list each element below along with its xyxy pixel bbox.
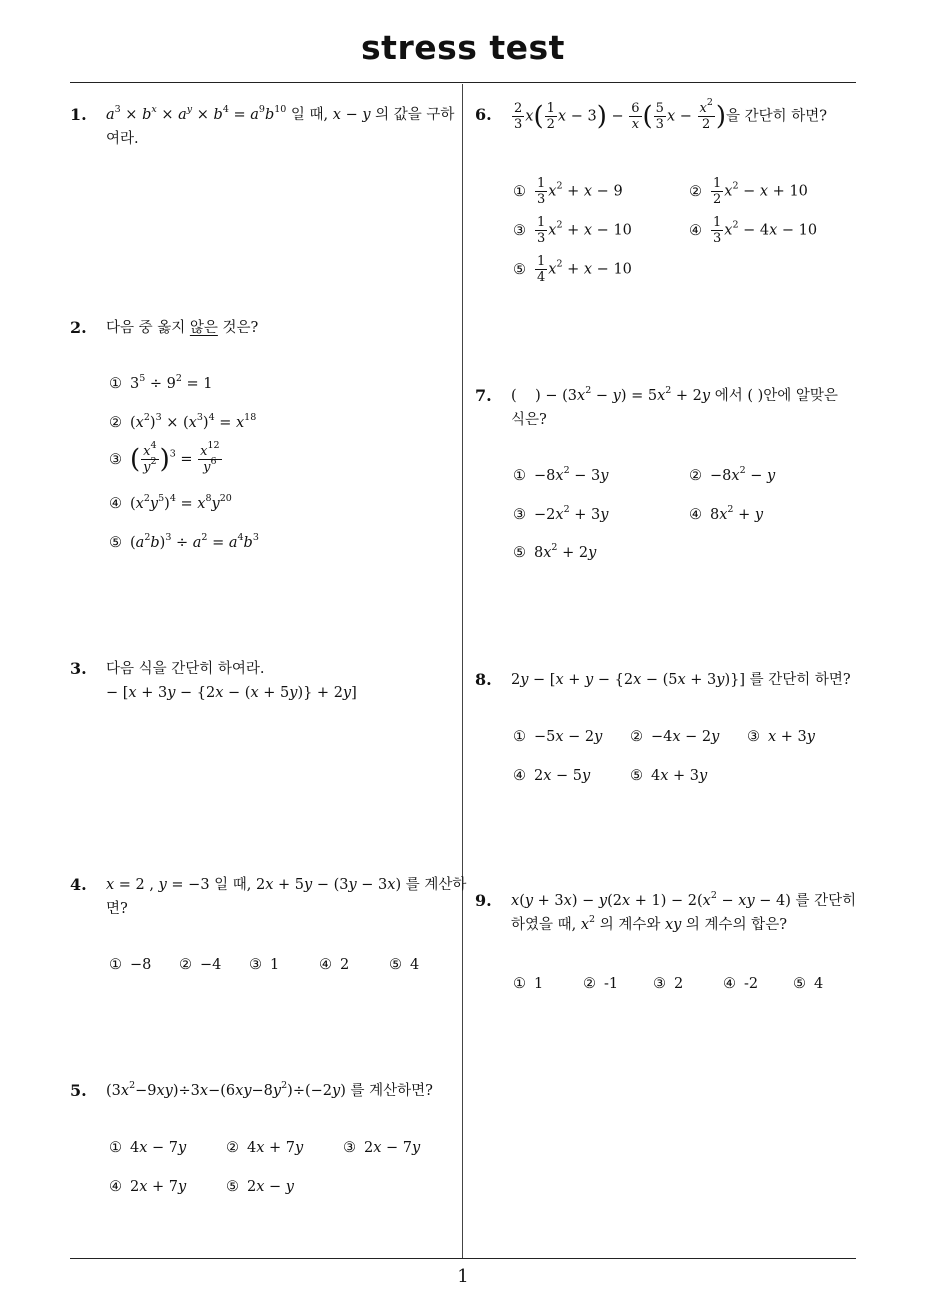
option: ④ 2x − 5y [513, 768, 591, 784]
question-text: 다음 식을 간단히 하여라. − [x + 3y − {2x − (x + 5y)} + 2y] [106, 661, 357, 701]
option: ④ 2x + 7y [109, 1179, 187, 1195]
option: ② $\frac{1}{2}$ $x^2 - x + 10$ [689, 176, 808, 207]
option: ③ $\frac{1}{3}$ $x^2 + x - 10$ [513, 215, 632, 246]
question-number: 6. [475, 105, 492, 124]
option: ⑤ 4 [389, 957, 420, 973]
option: ② 4x + 7y [226, 1140, 304, 1156]
question-text: 다음 중 옳지 않은 것은? [106, 320, 259, 336]
option: ② $-8x^2 - y$ [689, 465, 776, 484]
question-text: x = 2 , y = −3 일 때, 2x + 5y − (3y − 3x) 를 계산하 면? [106, 877, 467, 917]
option: ④ $(x^2y^5)^4 = x^8y^{20}$ [109, 493, 232, 512]
question-text: $\frac{2}{3}$ x( $\frac{1}{2}$ x − 3) − $\frac{6}{x}$ ( $\frac{5}{3}$ x − $\frac{x^2}{2}$ )을 간단히 하면? [514, 97, 828, 132]
option: ⑤ 4 [793, 976, 824, 992]
page-title: stress test [361, 28, 565, 67]
option: ② $(x^2)^3 \times (x^3)^4 = x^{18}$ [109, 412, 257, 431]
question-number: 1. [70, 105, 87, 124]
emphasis-underline: 않은 [189, 320, 218, 336]
option: ① 4x − 7y [109, 1140, 187, 1156]
option: ④ 2 [319, 957, 350, 973]
option: ⑤ $\frac{1}{4}$ $x^2 + x - 10$ [513, 254, 632, 285]
option: ⑤ 2x − y [226, 1179, 294, 1195]
option: ① −5x − 2y [513, 729, 603, 745]
option: ① 1 [513, 976, 544, 992]
question-number: 5. [70, 1081, 87, 1100]
question-text: 2y − [x + y − {2x − (5x + 3y)}] 를 간단히 하면? [511, 672, 851, 688]
option: ① −8 [109, 957, 152, 973]
option: ④ $\frac{1}{3}$ $x^2 - 4x - 10$ [689, 215, 818, 246]
option: ② -1 [583, 976, 619, 992]
question-text: $(3x^2-9xy)\div 3x-(6xy-8y^2)\div(-2y)$ 를 계산하면? [106, 1080, 433, 1099]
question-number: 7. [475, 386, 492, 405]
footer-rule [70, 1258, 856, 1259]
option: ① $3^5 \div 9^2 = 1$ [109, 373, 213, 392]
option: ① $\frac{1}{3}$ $x^2 + x - 9$ [513, 176, 623, 207]
option: ⑤ 4x + 3y [630, 768, 708, 784]
question-text: $x(y + 3x) - y(2x + 1) - 2(x^2$ − xy − 4) 를 간단히 하였을 때, $x^2$ 의 계수와 xy 의 계수의 합은? [511, 890, 857, 933]
option: ③ 2 [653, 976, 684, 992]
option: ④ -2 [723, 976, 759, 992]
question-number: 4. [70, 875, 87, 894]
option: ③ ( $\frac{x^4}{y^2}$ )$^3$ = $\frac{x^{12}}{y^6}$ [109, 440, 220, 475]
option: ④ $8x^2 + y$ [689, 504, 764, 523]
option: ③ 2x − 7y [343, 1140, 421, 1156]
option: ③ $-2x^2 + 3y$ [513, 504, 609, 523]
option: ② −4x − 2y [630, 729, 720, 745]
question-number: 8. [475, 670, 492, 689]
page-number: 1 [457, 1266, 469, 1287]
question-number: 3. [70, 659, 87, 678]
option: ③ x + 3y [747, 729, 815, 745]
question-text: $a^3 \times b^x \times a^y \times b^4 = a^9b^{10}$ 일 때, x − y 의 값을 구하 여라. [106, 104, 455, 147]
question-number: 9. [475, 891, 492, 910]
column-divider [462, 84, 463, 1258]
option: ② −4 [179, 957, 222, 973]
option: ③ 1 [249, 957, 280, 973]
option: ① $-8x^2 - 3y$ [513, 465, 609, 484]
question-text: ( ) − $(3x^2 - y) = 5x^2 + 2y$ 에서 ( )안에 알맞은 식은? [511, 385, 838, 428]
option: ⑤ $8x^2 + 2y$ [513, 542, 597, 561]
question-number: 2. [70, 318, 87, 337]
header-rule [70, 82, 856, 83]
option: ⑤ $(a^2b)^3 \div a^2 = a^4b^3$ [109, 532, 259, 551]
